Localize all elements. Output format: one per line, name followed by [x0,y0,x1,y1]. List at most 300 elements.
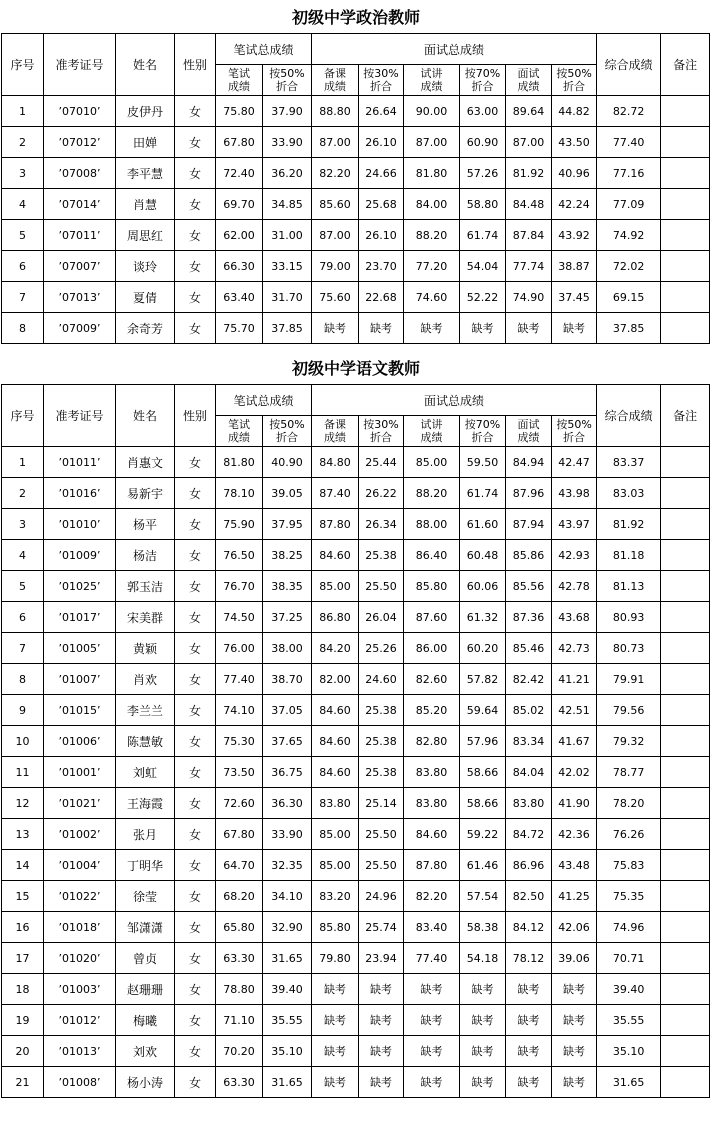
cell-iv: 87.96 [506,478,552,509]
cell-w-score: 74.50 [216,602,263,633]
cell-iv-50: 41.90 [552,788,597,819]
header-total: 综合成绩 [597,34,661,96]
cell-iv-50: 42.51 [552,695,597,726]
table-row [2,571,710,602]
cell-id: ’01011’ [44,447,116,478]
cell-lec: 83.80 [404,788,460,819]
cell-iv-50: 缺考 [552,1005,597,1036]
header-interview-group: 面试总成绩 [312,34,597,65]
table-row [2,881,710,912]
cell-prep-30: 25.26 [359,633,404,664]
cell-name: 黄颖 [116,633,175,664]
cell-w-50: 39.40 [263,974,312,1005]
cell-w-50: 37.95 [263,509,312,540]
cell-total: 79.32 [597,726,661,757]
cell-note [661,974,710,1005]
cell-gender: 女 [175,881,216,912]
cell-lec-70: 52.22 [460,282,506,313]
cell-id: ’01013’ [44,1036,116,1067]
cell-w-score: 78.10 [216,478,263,509]
cell-iv-50: 44.82 [552,96,597,127]
cell-prep-30: 25.38 [359,757,404,788]
cell-total: 78.77 [597,757,661,788]
cell-seq: 10 [2,726,44,757]
cell-gender: 女 [175,189,216,220]
cell-lec-70: 63.00 [460,96,506,127]
cell-gender: 女 [175,478,216,509]
score-table [1,384,710,1098]
cell-prep: 84.60 [312,726,359,757]
cell-prep: 79.00 [312,251,359,282]
cell-prep-30: 26.34 [359,509,404,540]
cell-id: ’01025’ [44,571,116,602]
cell-lec-70: 57.26 [460,158,506,189]
cell-seq: 5 [2,571,44,602]
cell-w-50: 38.70 [263,664,312,695]
cell-lec-70: 57.82 [460,664,506,695]
cell-prep-30: 25.44 [359,447,404,478]
cell-w-score: 63.30 [216,1067,263,1098]
cell-prep-30: 缺考 [359,974,404,1005]
header-gender: 性别 [175,34,216,96]
cell-prep: 87.00 [312,127,359,158]
cell-note [661,96,710,127]
cell-lec-70: 缺考 [460,1067,506,1098]
cell-seq: 8 [2,664,44,695]
cell-prep: 84.60 [312,540,359,571]
cell-id: ’01020’ [44,943,116,974]
header-note: 备注 [661,34,710,96]
cell-gender: 女 [175,1036,216,1067]
cell-iv: 84.04 [506,757,552,788]
cell-seq: 1 [2,447,44,478]
cell-iv: 87.94 [506,509,552,540]
cell-lec-70: 59.22 [460,819,506,850]
cell-seq: 6 [2,251,44,282]
cell-id: ’07009’ [44,313,116,344]
cell-lec: 88.00 [404,509,460,540]
cell-note [661,540,710,571]
section-title: 初级中学政治教师 [291,8,420,27]
cell-w-score: 63.40 [216,282,263,313]
header-note: 备注 [661,385,710,447]
table-row [2,1036,710,1067]
cell-prep-30: 缺考 [359,1067,404,1098]
header-iv: 面试 成绩 [506,416,552,447]
cell-w-50: 38.00 [263,633,312,664]
cell-prep-30: 26.04 [359,602,404,633]
cell-lec-70: 60.48 [460,540,506,571]
cell-lec: 77.20 [404,251,460,282]
cell-w-score: 75.70 [216,313,263,344]
cell-iv-50: 缺考 [552,1036,597,1067]
table-row [2,1005,710,1036]
cell-lec-70: 61.74 [460,478,506,509]
cell-w-score: 75.90 [216,509,263,540]
cell-total: 78.20 [597,788,661,819]
cell-id: ’01017’ [44,602,116,633]
cell-total: 81.18 [597,540,661,571]
cell-lec: 74.60 [404,282,460,313]
cell-total: 75.83 [597,850,661,881]
cell-lec: 82.20 [404,881,460,912]
cell-w-score: 72.40 [216,158,263,189]
cell-iv-50: 42.06 [552,912,597,943]
cell-lec-70: 缺考 [460,974,506,1005]
cell-note [661,189,710,220]
cell-total: 83.03 [597,478,661,509]
cell-lec: 缺考 [404,313,460,344]
table-row [2,633,710,664]
cell-note [661,757,710,788]
cell-iv: 89.64 [506,96,552,127]
cell-name: 赵珊珊 [116,974,175,1005]
cell-prep-30: 25.38 [359,540,404,571]
cell-lec-70: 60.20 [460,633,506,664]
cell-note [661,664,710,695]
cell-w-score: 75.30 [216,726,263,757]
cell-note [661,509,710,540]
cell-iv: 85.86 [506,540,552,571]
cell-prep-30: 26.64 [359,96,404,127]
cell-gender: 女 [175,571,216,602]
cell-lec-70: 缺考 [460,1036,506,1067]
cell-prep: 缺考 [312,1036,359,1067]
cell-prep: 85.60 [312,189,359,220]
cell-iv: 85.46 [506,633,552,664]
cell-iv: 87.00 [506,127,552,158]
cell-prep-30: 25.50 [359,819,404,850]
cell-seq: 15 [2,881,44,912]
table-row [2,478,710,509]
cell-iv-50: 42.24 [552,189,597,220]
cell-lec-70: 61.32 [460,602,506,633]
cell-w-50: 31.65 [263,943,312,974]
cell-seq: 14 [2,850,44,881]
header-prep: 备课 成绩 [312,65,359,96]
cell-prep: 缺考 [312,1005,359,1036]
cell-name: 谈玲 [116,251,175,282]
cell-id: ’01016’ [44,478,116,509]
cell-iv: 77.74 [506,251,552,282]
cell-w-score: 68.20 [216,881,263,912]
header-interview-group: 面试总成绩 [312,385,597,416]
cell-note [661,571,710,602]
cell-name: 杨平 [116,509,175,540]
cell-gender: 女 [175,96,216,127]
cell-w-50: 34.10 [263,881,312,912]
table-row [2,189,710,220]
cell-w-score: 76.50 [216,540,263,571]
cell-lec: 82.60 [404,664,460,695]
cell-name: 曾贞 [116,943,175,974]
cell-w-50: 37.85 [263,313,312,344]
cell-w-score: 78.80 [216,974,263,1005]
cell-iv: 81.92 [506,158,552,189]
cell-w-score: 81.80 [216,447,263,478]
cell-name: 徐莹 [116,881,175,912]
cell-note [661,251,710,282]
cell-gender: 女 [175,726,216,757]
cell-lec: 84.00 [404,189,460,220]
cell-prep: 82.20 [312,158,359,189]
cell-total: 81.13 [597,571,661,602]
table-row [2,695,710,726]
cell-total: 31.65 [597,1067,661,1098]
cell-gender: 女 [175,819,216,850]
cell-prep-30: 22.68 [359,282,404,313]
cell-gender: 女 [175,912,216,943]
cell-iv: 缺考 [506,1036,552,1067]
table-row [2,819,710,850]
cell-name: 余奇芳 [116,313,175,344]
header-prep-30: 按30% 折合 [359,416,404,447]
cell-w-50: 32.35 [263,850,312,881]
cell-prep-30: 缺考 [359,1036,404,1067]
cell-name: 邹潇潇 [116,912,175,943]
cell-id: ’01007’ [44,664,116,695]
cell-w-score: 63.30 [216,943,263,974]
cell-iv: 83.80 [506,788,552,819]
table-row [2,664,710,695]
cell-prep: 87.80 [312,509,359,540]
cell-note [661,158,710,189]
cell-w-50: 36.75 [263,757,312,788]
section-politics [0,3,712,344]
cell-total: 77.09 [597,189,661,220]
cell-total: 77.40 [597,127,661,158]
header-iv-50: 按50% 折合 [552,416,597,447]
cell-name: 肖欢 [116,664,175,695]
cell-lec: 缺考 [404,1005,460,1036]
cell-w-score: 70.20 [216,1036,263,1067]
cell-prep-30: 25.50 [359,571,404,602]
cell-prep: 84.80 [312,447,359,478]
cell-iv: 84.12 [506,912,552,943]
cell-prep-30: 24.60 [359,664,404,695]
cell-note [661,447,710,478]
cell-lec: 84.60 [404,819,460,850]
cell-w-score: 76.00 [216,633,263,664]
cell-lec: 85.20 [404,695,460,726]
cell-iv-50: 43.68 [552,602,597,633]
cell-prep: 85.80 [312,912,359,943]
cell-iv: 缺考 [506,1067,552,1098]
cell-iv-50: 42.47 [552,447,597,478]
header-w-50: 按50% 折合 [263,65,312,96]
cell-w-score: 72.60 [216,788,263,819]
cell-iv-50: 43.48 [552,850,597,881]
cell-id: ’07012’ [44,127,116,158]
section-title: 初级中学语文教师 [291,359,420,378]
cell-w-50: 39.05 [263,478,312,509]
table-row [2,282,710,313]
cell-note [661,220,710,251]
cell-name: 陈慧敏 [116,726,175,757]
cell-total: 69.15 [597,282,661,313]
cell-name: 夏倩 [116,282,175,313]
cell-prep-30: 25.38 [359,695,404,726]
cell-id: ’01018’ [44,912,116,943]
cell-iv-50: 42.73 [552,633,597,664]
cell-gender: 女 [175,540,216,571]
cell-id: ’01022’ [44,881,116,912]
cell-lec: 缺考 [404,974,460,1005]
cell-name: 肖惠文 [116,447,175,478]
cell-prep: 缺考 [312,313,359,344]
cell-gender: 女 [175,757,216,788]
header-lec: 试讲 成绩 [404,416,460,447]
table-row [2,509,710,540]
cell-w-50: 33.90 [263,819,312,850]
cell-lec: 83.40 [404,912,460,943]
table-row [2,540,710,571]
cell-seq: 1 [2,96,44,127]
cell-lec-70: 59.64 [460,695,506,726]
cell-name: 田婵 [116,127,175,158]
cell-name: 易新宇 [116,478,175,509]
cell-note [661,313,710,344]
cell-total: 37.85 [597,313,661,344]
cell-seq: 18 [2,974,44,1005]
cell-w-50: 31.70 [263,282,312,313]
cell-id: ’01002’ [44,819,116,850]
cell-iv-50: 38.87 [552,251,597,282]
cell-seq: 2 [2,478,44,509]
table-row [2,220,710,251]
cell-gender: 女 [175,633,216,664]
cell-seq: 3 [2,509,44,540]
cell-id: ’01015’ [44,695,116,726]
cell-prep-30: 25.50 [359,850,404,881]
cell-name: 丁明华 [116,850,175,881]
cell-iv-50: 缺考 [552,313,597,344]
cell-iv: 83.34 [506,726,552,757]
cell-gender: 女 [175,447,216,478]
cell-lec: 86.00 [404,633,460,664]
cell-prep: 85.00 [312,571,359,602]
header-seq: 序号 [2,385,44,447]
cell-seq: 13 [2,819,44,850]
cell-w-score: 76.70 [216,571,263,602]
cell-lec-70: 58.66 [460,757,506,788]
cell-w-score: 67.80 [216,127,263,158]
cell-gender: 女 [175,282,216,313]
cell-seq: 5 [2,220,44,251]
cell-id: ’07013’ [44,282,116,313]
cell-id: ’01001’ [44,757,116,788]
cell-note [661,633,710,664]
header-lec-70: 按70% 折合 [460,416,506,447]
cell-seq: 9 [2,695,44,726]
cell-lec: 87.00 [404,127,460,158]
cell-prep-30: 25.68 [359,189,404,220]
cell-lec-70: 60.90 [460,127,506,158]
cell-prep: 83.20 [312,881,359,912]
cell-prep-30: 25.74 [359,912,404,943]
cell-w-50: 37.25 [263,602,312,633]
cell-prep: 83.80 [312,788,359,819]
cell-iv: 缺考 [506,974,552,1005]
cell-iv-50: 39.06 [552,943,597,974]
cell-note [661,726,710,757]
cell-name: 肖慧 [116,189,175,220]
cell-lec-70: 58.38 [460,912,506,943]
cell-name: 皮伊丹 [116,96,175,127]
cell-lec-70: 58.80 [460,189,506,220]
cell-seq: 3 [2,158,44,189]
cell-prep-30: 25.14 [359,788,404,819]
header-seq: 序号 [2,34,44,96]
cell-seq: 6 [2,602,44,633]
cell-total: 79.91 [597,664,661,695]
section-chinese [0,354,712,1098]
cell-lec: 81.80 [404,158,460,189]
cell-total: 77.16 [597,158,661,189]
cell-w-score: 67.80 [216,819,263,850]
cell-w-score: 74.10 [216,695,263,726]
cell-id: ’01021’ [44,788,116,819]
cell-iv: 87.36 [506,602,552,633]
cell-lec: 82.80 [404,726,460,757]
cell-iv-50: 41.25 [552,881,597,912]
cell-iv-50: 43.98 [552,478,597,509]
cell-note [661,943,710,974]
cell-lec-70: 61.74 [460,220,506,251]
cell-prep: 79.80 [312,943,359,974]
cell-w-50: 37.05 [263,695,312,726]
cell-name: 刘欢 [116,1036,175,1067]
cell-seq: 11 [2,757,44,788]
header-w-50: 按50% 折合 [263,416,312,447]
table-row [2,757,710,788]
cell-lec: 88.20 [404,478,460,509]
cell-lec-70: 54.18 [460,943,506,974]
cell-seq: 21 [2,1067,44,1098]
header-iv-50: 按50% 折合 [552,65,597,96]
cell-lec-70: 58.66 [460,788,506,819]
cell-w-score: 62.00 [216,220,263,251]
cell-prep: 缺考 [312,1067,359,1098]
cell-lec: 87.60 [404,602,460,633]
cell-id: ’07007’ [44,251,116,282]
table-row [2,850,710,881]
cell-w-50: 33.90 [263,127,312,158]
cell-lec: 缺考 [404,1067,460,1098]
cell-total: 80.93 [597,602,661,633]
cell-prep-30: 26.22 [359,478,404,509]
cell-w-score: 73.50 [216,757,263,788]
header-total: 综合成绩 [597,385,661,447]
cell-id: ’01003’ [44,974,116,1005]
cell-name: 周思红 [116,220,175,251]
cell-prep-30: 缺考 [359,1005,404,1036]
cell-seq: 7 [2,282,44,313]
cell-name: 张月 [116,819,175,850]
cell-w-50: 36.30 [263,788,312,819]
cell-name: 杨洁 [116,540,175,571]
cell-iv-50: 43.92 [552,220,597,251]
cell-w-50: 38.25 [263,540,312,571]
cell-prep: 75.60 [312,282,359,313]
cell-prep: 88.80 [312,96,359,127]
cell-seq: 19 [2,1005,44,1036]
cell-w-score: 65.80 [216,912,263,943]
cell-iv: 84.72 [506,819,552,850]
cell-note [661,881,710,912]
cell-prep: 82.00 [312,664,359,695]
cell-id: ’01009’ [44,540,116,571]
